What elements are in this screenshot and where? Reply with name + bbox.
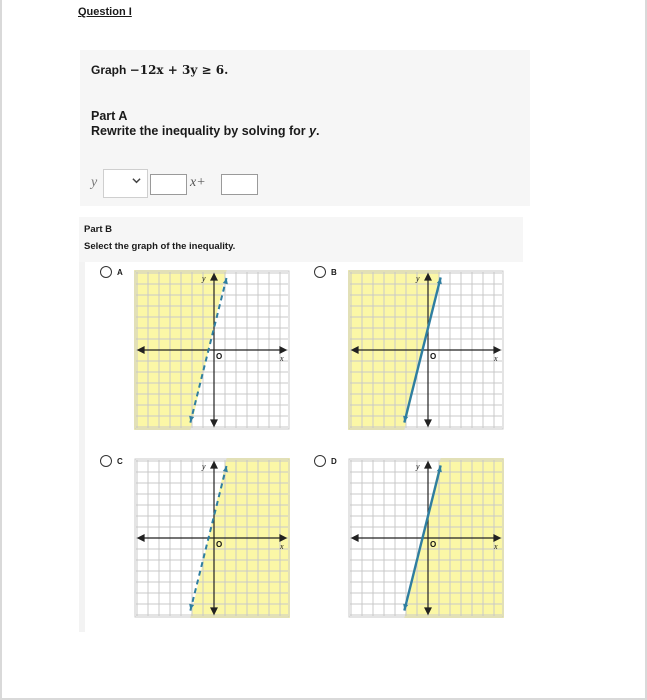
y-axis-arrow-down [211, 420, 217, 426]
x-plus-label: x+ [190, 175, 206, 190]
x-axis-arrow-left [352, 535, 358, 541]
chevron-down-icon [132, 176, 141, 188]
y-axis-arrow-up [211, 462, 217, 468]
slope-input[interactable] [150, 174, 187, 195]
coordinate-plane [134, 270, 290, 430]
option-c-graph [134, 458, 290, 618]
x-axis-label: x [494, 542, 498, 551]
y-label: y [91, 175, 98, 190]
option-c-radio[interactable] [100, 455, 112, 467]
question-title: Question I [78, 6, 132, 18]
option-a-letter: A [117, 268, 123, 277]
inequality-select[interactable] [103, 169, 148, 198]
y-axis-label: y [416, 462, 420, 471]
option-d-letter: D [331, 457, 337, 466]
part-a-instruction-end: . [316, 124, 320, 138]
x-axis-arrow-left [138, 535, 144, 541]
part-b-title: Part B [84, 224, 112, 235]
part-a-title: Part A [91, 109, 128, 123]
coordinate-plane [348, 458, 504, 618]
content-strip [79, 262, 85, 632]
y-axis-label: y [202, 462, 206, 471]
graph-prompt-text: Graph [91, 63, 130, 77]
option-c-letter: C [117, 457, 123, 466]
coordinate-plane [348, 270, 504, 430]
option-b-letter: B [331, 268, 337, 277]
part-a-instruction-text: Rewrite the inequality by solving for [91, 124, 310, 138]
x-axis-label: x [280, 354, 284, 363]
y-axis-arrow-down [425, 420, 431, 426]
graph-prompt-inequality: −12x + 3y ≥ 6. [129, 63, 229, 77]
option-a-radio[interactable] [100, 266, 112, 278]
intercept-input[interactable] [221, 174, 258, 195]
x-axis-label: x [280, 542, 284, 551]
coordinate-plane [134, 458, 290, 618]
option-a-graph [134, 270, 290, 430]
answer-row [91, 169, 291, 199]
part-b-panel [79, 217, 523, 262]
part-b-instruction: Select the graph of the inequality. [84, 241, 236, 252]
x-axis-arrow-right [280, 347, 286, 353]
part-a-instruction [91, 124, 320, 138]
origin-label: O [430, 540, 437, 549]
origin-label: O [430, 352, 437, 361]
y-axis-label: y [416, 274, 420, 283]
option-d-graph [348, 458, 504, 618]
option-b-graph [348, 270, 504, 430]
graph-prompt [91, 63, 228, 77]
y-axis-arrow-up [425, 462, 431, 468]
x-axis-label: x [494, 354, 498, 363]
origin-label: O [216, 540, 223, 549]
x-axis-arrow-right [494, 347, 500, 353]
part-a-instruction-var: y [309, 124, 317, 138]
option-b-radio[interactable] [314, 266, 326, 278]
frame-left-border [0, 0, 2, 700]
y-axis-label: y [202, 274, 206, 283]
origin-label: O [216, 352, 223, 361]
part-a-panel [80, 50, 530, 206]
option-d-radio[interactable] [314, 455, 326, 467]
